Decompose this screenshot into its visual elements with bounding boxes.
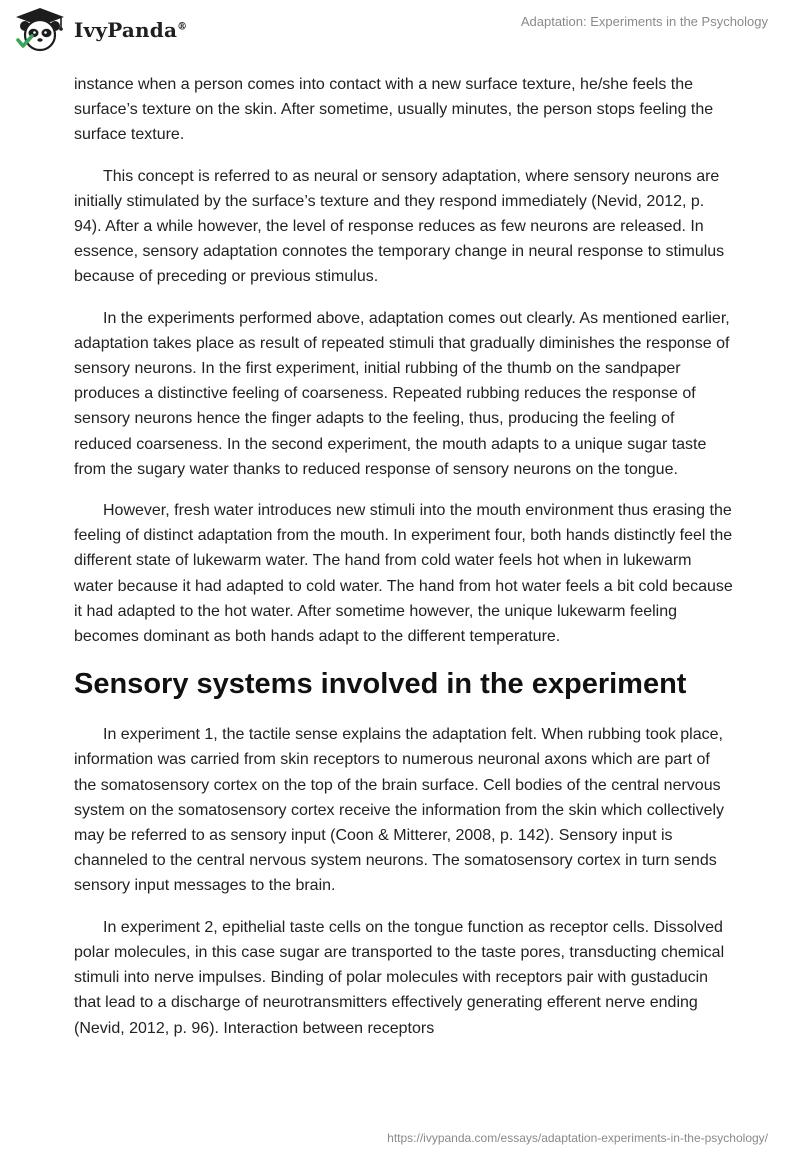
section-heading: Sensory systems involved in the experiment: [74, 668, 687, 701]
paragraph: instance when a person comes into contact with a new surface texture, he/she feels the surface’s texture on the skin. After sometime, usually minutes, the person stops feeling the surface texture.: [74, 76, 714, 144]
logo[interactable]: [14, 6, 187, 54]
running-title: Adaptation: Experiments in the Psychology: [520, 14, 768, 29]
registered-mark: ®: [177, 21, 188, 33]
paragraph: In the experiments performed above, adaptation comes out clearly. As mentioned earlier, adaptation takes place as result of repeated stimuli that gradually diminishes the response of sensory neurons. In the first experiment, initial rubbing of the thumb on the sandpaper produces a distinctive feeling of coarseness. Repeated rubbing reduces the response of sensory neurons hence the finger adapts to the feeling, thus, producing the feeling of reduced coarseness. In the second experiment, the mouth adapts to a unique sugar taste from the sugary water thanks to reduced response of sensory neurons on the tongue.: [74, 309, 730, 478]
panda-graduation-cap-icon: [14, 6, 66, 54]
paragraph: This concept is referred to as neural or sensory adaptation, where sensory neurons are initially stimulated by the surface’s texture and they respond immediately (Nevid, 2012, p. 94). After a while however, the level of response reduces as few neurons are released. In essence, sensory adaptation connotes the temporary change in neural response to stimulus because of preceding or previous stimulus.: [74, 167, 725, 286]
article-body: [74, 72, 734, 1057]
page-header: [0, 0, 800, 70]
paragraph: In experiment 1, the tactile sense explains the adaptation felt. When rubbing took place, information was carried from skin receptors to numerous neuronal axons which are part of the somatosensory cortex on the top of the brain surface. Cell bodies of the central nervous system on the somatosensory cortex receive the information from the skin which collectively may be referred to as sensory input (Coon & Mitterer, 2008, p. 142). Sensory input is channeled to the central nervous system neurons. The somatosensory cortex in turn sends sensory input messages to the brain.: [74, 726, 725, 895]
brand-name: IvyPanda®: [74, 18, 188, 42]
paragraph: However, fresh water introduces new stimuli into the mouth environment thus erasing the feeling of distinct adaptation from the mouth. In experiment four, both hands distinctly feel the different state of lukewarm water. The hand from cold water feels hot when in lukewarm water because it had adapted to cold water. The hand from hot water feels a bit cold because it had adapted to the hot water. After sometime however, the unique lukewarm feeling becomes dominant as both hands adapt to the different temperature.: [74, 502, 733, 646]
paragraph: In experiment 2, epithelial taste cells on the tongue function as receptor cells. Dissolved polar molecules, in this case sugar are transported to the taste pores, transducting chemical stimuli into nerve impulses. Binding of polar molecules with receptors pair with gustaducin that lead to a discharge of neurotransmitters effectively generating efferent nerve ending (Nevid, 2012, p. 96). Interaction between receptors: [74, 918, 725, 1037]
source-url[interactable]: https://ivypanda.com/essays/adaptation-experiments-in-the-psychology/: [387, 1131, 768, 1145]
